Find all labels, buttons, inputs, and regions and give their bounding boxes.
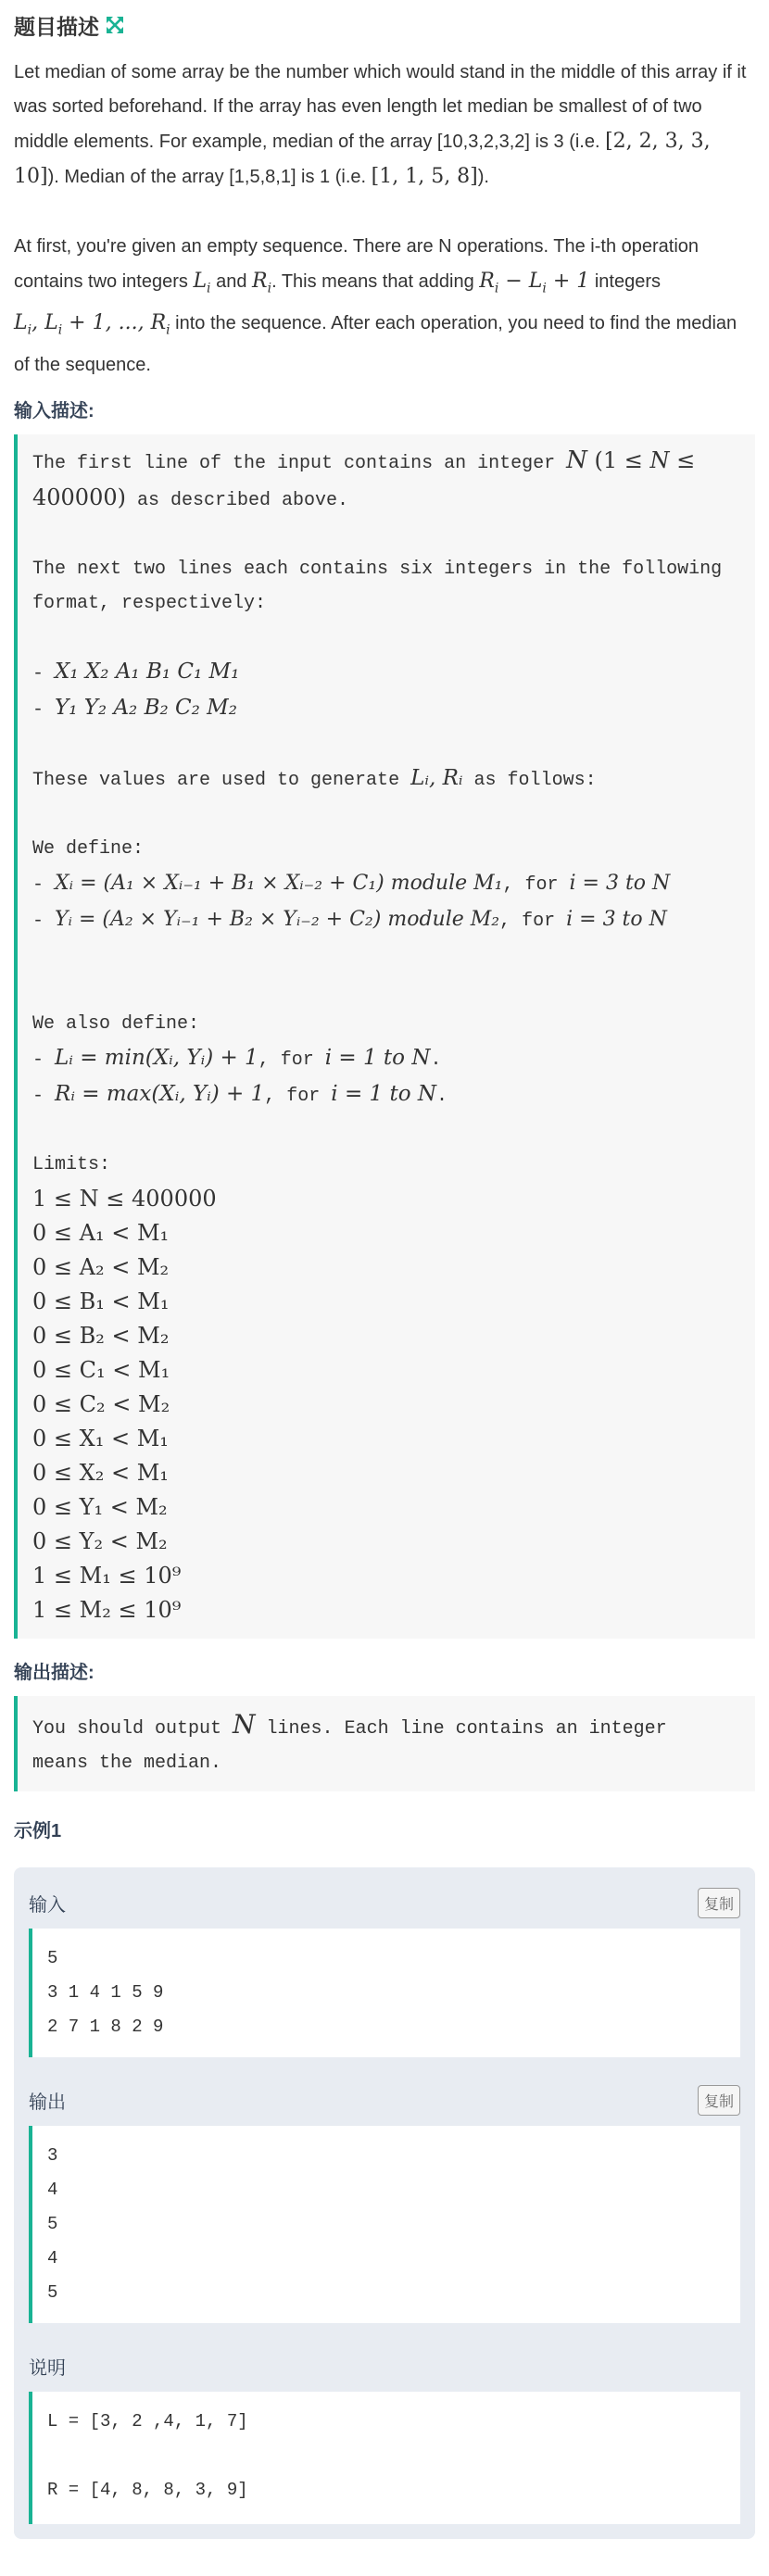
desc-text: ). Median of the array [1,5,8,1] is 1 (i.e. xyxy=(47,167,372,187)
description-paragraph-2 xyxy=(14,230,755,383)
example-input-line: 5 xyxy=(47,1947,58,1968)
example-output-line: 4 xyxy=(47,2179,58,2200)
input-line: - Xᵢ = (A₁ × Xᵢ₋₁ + B₁ × Xᵢ₋₂ + C₁) module M₁, for i = 3 to N xyxy=(32,871,671,896)
limit-line: 0 ≤ X₁ < M₁ xyxy=(32,1425,169,1451)
limit-line: 0 ≤ Y₂ < M₂ xyxy=(32,1527,168,1554)
example-input-line: 3 1 4 1 5 9 xyxy=(47,1981,164,2003)
limit-line: 1 ≤ N ≤ 400000 xyxy=(32,1185,217,1212)
input-line: - Yᵢ = (A₂ × Yᵢ₋₁ + B₂ × Yᵢ₋₂ + C₂) module M₂, for i = 3 to N xyxy=(32,907,667,932)
limit-line: 0 ≤ C₁ < M₁ xyxy=(32,1356,170,1383)
problem-page xyxy=(14,0,755,2539)
limit-line: 0 ≤ B₁ < M₁ xyxy=(32,1288,170,1314)
input-section-label: 输入描述: xyxy=(14,401,95,422)
title-row xyxy=(14,0,755,48)
input-line: format, respectively: xyxy=(32,592,267,614)
output-line: means the median. xyxy=(32,1752,222,1774)
desc-text: integers xyxy=(589,271,662,292)
example-input-line: 2 7 1 8 2 9 xyxy=(47,2016,164,2037)
output-section-label: 输出描述: xyxy=(14,1663,95,1684)
math-li: $L_i$ xyxy=(193,270,211,296)
example-output-header xyxy=(29,2076,740,2126)
example-explain-header xyxy=(29,2342,740,2392)
example-output-line: 4 xyxy=(47,2247,58,2268)
math-sorted-array-2: [1, 1, 5, 8] xyxy=(371,165,478,188)
description-paragraph-1 xyxy=(14,56,755,195)
page-title: 题目描述 xyxy=(14,14,99,39)
math-sorted-array-1: [2, 2, 3, 3, 10] xyxy=(14,130,711,188)
input-description-block xyxy=(14,434,755,1639)
limit-line: 0 ≤ A₁ < M₁ xyxy=(32,1219,170,1246)
copy-output-button[interactable]: 复制 xyxy=(698,2085,740,2116)
math-count: $R_i - L_i + 1$ xyxy=(479,270,590,296)
limit-line: 0 ≤ X₂ < M₁ xyxy=(32,1459,169,1486)
limit-line: 0 ≤ B₂ < M₂ xyxy=(32,1322,170,1349)
example-explain-label: 说明 xyxy=(29,2358,66,2380)
output-description-block xyxy=(14,1696,755,1791)
input-line: 400000) as described above. xyxy=(32,484,349,511)
limit-line: 0 ≤ Y₁ < M₂ xyxy=(32,1493,168,1520)
input-line: - X₁ X₂ A₁ B₁ C₁ M₁ xyxy=(32,659,240,685)
example-title: 示例1 xyxy=(14,1821,62,1842)
limit-line: 0 ≤ A₂ < M₂ xyxy=(32,1253,170,1280)
desc-text: and xyxy=(210,271,253,292)
example-panel xyxy=(14,1867,755,2539)
input-line: - Rᵢ = max(Xᵢ, Yᵢ) + 1, for i = 1 to N. xyxy=(32,1081,448,1107)
desc-text: ). xyxy=(477,167,489,187)
example-input-block xyxy=(29,1929,740,2057)
example-input-label: 输入 xyxy=(29,1895,66,1916)
example-explain-line: R = [4, 8, 8, 3, 9] xyxy=(47,2479,248,2500)
input-line: - Y₁ Y₂ A₂ B₂ C₂ M₂ xyxy=(32,695,237,721)
desc-text: At first, you're given an empty sequence. There are N operations. The i-th operation contains two integers xyxy=(14,236,700,292)
input-line: We define: xyxy=(32,837,145,860)
example-output-label: 输出 xyxy=(29,2092,66,2114)
example-input-header xyxy=(29,1879,740,1929)
desc-text: . This means that adding xyxy=(271,271,480,292)
example-output-line: 3 xyxy=(47,2144,58,2166)
input-line: Limits: xyxy=(32,1153,111,1175)
math-ri: $R_i$ xyxy=(252,270,272,296)
desc-text: into the sequence. After each operation, you need to find the median of the sequence. xyxy=(14,313,737,375)
example-output-line: 5 xyxy=(47,2281,58,2303)
input-line: - Lᵢ = min(Xᵢ, Yᵢ) + 1, for i = 1 to N. xyxy=(32,1045,442,1071)
expand-arrows-icon[interactable] xyxy=(105,15,125,35)
output-line: You should output N lines. Each line contains an integer xyxy=(32,1708,667,1740)
input-line: We also define: xyxy=(32,1012,200,1035)
limit-line: 0 ≤ C₂ < M₂ xyxy=(32,1390,170,1417)
input-line: The first line of the input contains an integer N (1 ≤ N ≤ xyxy=(32,446,696,474)
input-line: These values are used to generate Lᵢ, Rᵢ as follows: xyxy=(32,765,597,791)
example-explain-block xyxy=(29,2392,740,2524)
math-range: $L_i$, $L_i + 1$, ..., $R_i$ xyxy=(14,311,170,338)
desc-text: Let median of some array be the number which would stand in the middle of this array if it was sorted beforehand. If the array has even length let median be smallest of of two middle elements. For example, median of the array [10,3,2,3,2] is 3 (i.e. xyxy=(14,62,747,152)
copy-input-button[interactable]: 复制 xyxy=(698,1888,740,1918)
example-output-block xyxy=(29,2126,740,2323)
input-line: The next two lines each contains six integers in the following xyxy=(32,558,723,580)
limit-line: 1 ≤ M₁ ≤ 10⁹ xyxy=(32,1562,182,1589)
example-output-line: 5 xyxy=(47,2213,58,2234)
example-explain-line: L = [3, 2 ,4, 1, 7] xyxy=(47,2410,248,2431)
limit-line: 1 ≤ M₂ ≤ 10⁹ xyxy=(32,1596,182,1623)
example-explain-line xyxy=(47,2439,725,2473)
